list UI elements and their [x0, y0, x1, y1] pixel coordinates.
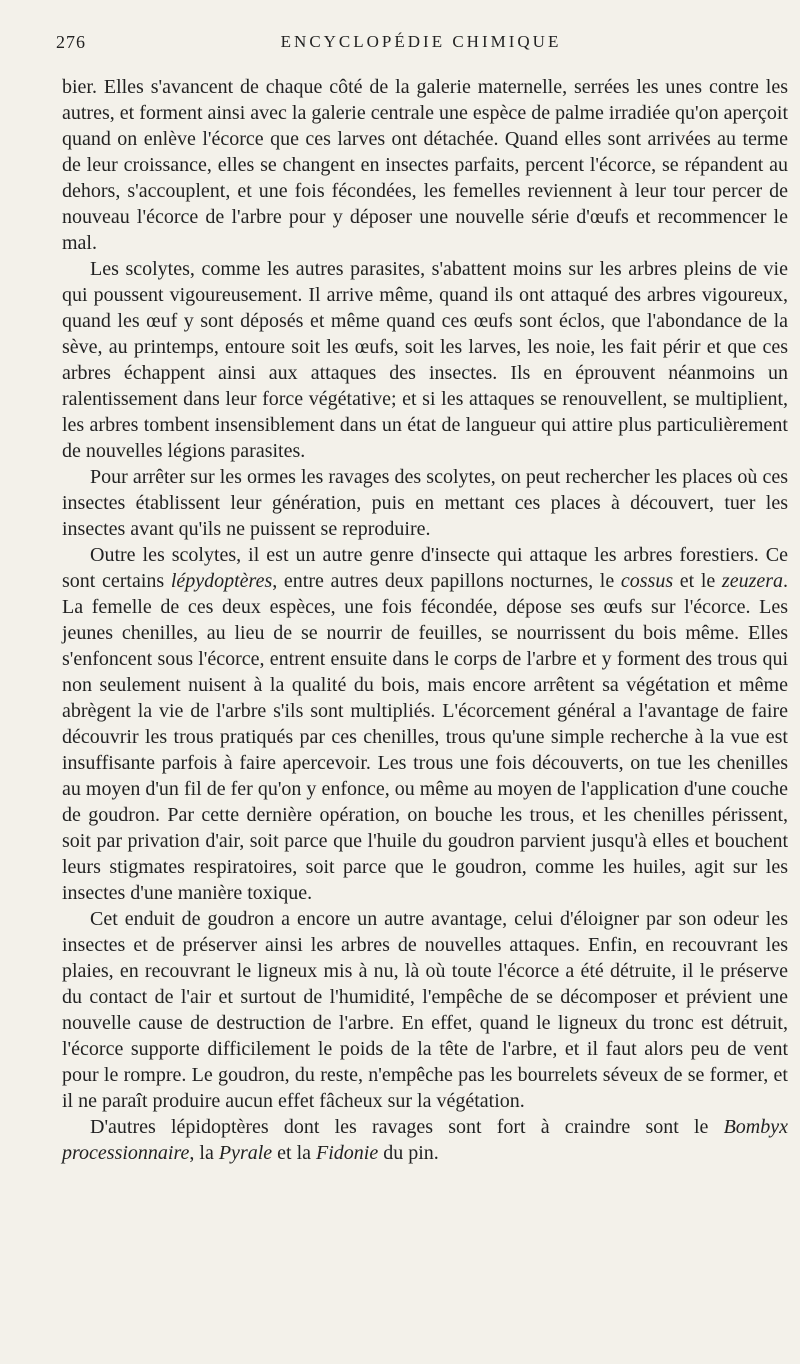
paragraph-6 [62, 1114, 788, 1166]
paragraph-5: Cet enduit de goudron a encore un autre avantage, celui d'éloigner par son odeur les insectes et de préserver ainsi les arbres de nouvelles attaques. Enfin, en recouvrant les plaies, en recouvrant le ligneux mis à nu, là où toute l'écorce a été détruite, il le préserve du contact de l'air et surtout de l'humidité, l'empêche de se décomposer et prévient une nouvelle cause de destruction de l'arbre. En effet, quand le ligneux du tronc est détruit, l'écorce supporte difficilement le poids de la tête de l'arbre, et il faut alors peu de vent pour le rompre. Le goudron, du reste, n'empêche pas les bourrelets séveux de se former, et il ne paraît produire aucun effet fâcheux sur la végétation. [62, 908, 788, 1112]
term-cossus: cossus [620, 570, 674, 592]
text-run: , la [189, 1142, 219, 1164]
body-text [62, 74, 788, 1166]
text-run: du pin. [378, 1142, 439, 1164]
page-number: 276 [56, 32, 86, 52]
paragraph-1: bier. Elles s'avancent de chaque côté de la galerie maternelle, serrées les unes contre les autres, et forment ainsi avec la galerie centrale une espèce de palme irradiée qu'on aperçoit quand on enlève l'écorce que ces larves ont détachée. Quand elles sont arrivées au terme de leur croissance, elles se changent en insectes parfaits, percent l'écorce, se répandent au dehors, s'accouplent, et une fois fécondées, les femelles reviennent à leur tour percer de nouveau l'écorce de l'arbre pour y déposer une nouvelle série d'œufs et recommencer le mal. [62, 76, 789, 254]
text-run: Outre les scolytes, il est un autre genre d'insecte qui attaque les arbres forestiers. Ce sont certains [62, 544, 788, 592]
text-run: et le [673, 570, 722, 592]
term-pyrale: Pyrale [218, 1142, 273, 1164]
paragraph-3: Pour arrêter sur les ormes les ravages des scolytes, on peut rechercher les places où ces insectes établissent leur génération, puis en mettant ces places à découvert, tuer les insectes avant qu'ils ne puissent se reproduire. [62, 466, 788, 540]
term-zeuzera: zeuzera [721, 570, 784, 592]
text-run: et la [272, 1142, 317, 1164]
running-title: ENCYCLOPÉDIE CHIMIQUE [280, 32, 562, 51]
text-run: . La femelle de ces deux espèces, une fois fécondée, dépose ses œufs sur l'écorce. Les jeunes chenilles, au lieu de se nourrir de feuilles, se nourrissent du bois même. Elles s'enfoncent sous l'écorce, entrent ensuite dans le corps de l'arbre et y forment des trous qui non seulement nuisent à la qualité du bois, mais encore arrêtent sa végétation et même abrègent la vie de l'arbre s'ils sont multipliés. L'écorcement général a l'avantage de faire découvrir les trous pratiqués par ces chenilles, trous qu'une simple recherche à la vue est insuffisante parfois à faire apercevoir. Les trous une fois découverts, on tue les chenilles au moyen d'un fil de fer qu'on y enfonce, ou même au moyen de l'application d'une couche de goudron. Par cette dernière opération, on bouche les trous, et les chenilles périssent, soit par privation d'air, soit parce que l'huile du goudron parvient jusqu'à elles et bouchent leurs stigmates respiratoires, soit parce que le goudron, comme les huiles, agit sur les insectes d'une manière toxique. [62, 570, 789, 904]
text-run: , entre autres deux papillons nocturnes, le [272, 570, 621, 592]
text-run: D'autres lépidoptères dont les ravages sont fort à craindre sont le [90, 1116, 724, 1138]
paragraph-4 [62, 542, 788, 906]
term-bombyx: Bombyx processionnaire [62, 1116, 788, 1164]
page-header [56, 32, 786, 60]
term-lepidopteres: lépydoptères [170, 570, 273, 592]
paragraph-2: Les scolytes, comme les autres parasites, s'abattent moins sur les arbres pleins de vie qui poussent vigoureusement. Il arrive même, quand ils ont attaqué des arbres vigoureux, quand les œuf y sont déposés et même quand ces œufs sont éclos, que l'abondance de la sève, au printemps, entoure soit les œufs, soit les larves, les noie, les fait périr et que ces arbres échappent ainsi aux attaques des insectes. Ils en éprouvent néanmoins un ralentissement dans leur force végétative; et si les attaques se renouvellent, se multiplient, les arbres tombent insensiblement dans un état de langueur qui attire plus particulièrement de nouvelles légions parasites. [62, 258, 788, 462]
term-fidonie: Fidonie [316, 1142, 379, 1164]
